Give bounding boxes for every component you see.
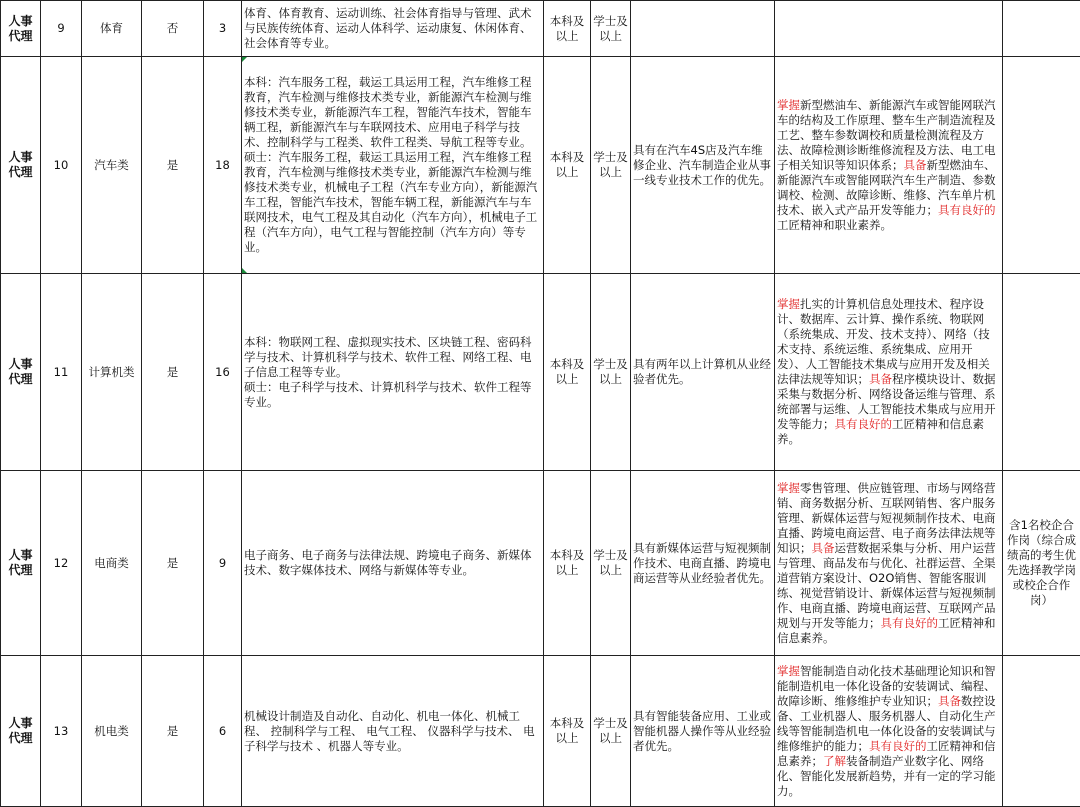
degree-cell: 学士及以上 <box>591 471 631 656</box>
ability-keyword: 具有良好的 <box>938 202 996 217</box>
position-cell: 机电类 <box>82 656 142 807</box>
education-cell: 本科及以上 <box>544 1 591 57</box>
ability-keyword: 具备 <box>903 157 927 172</box>
requirement-cell: 具有新媒体运营与短视频制作技术、电商直播、跨境电商运营等从业经验者优先。 <box>631 471 775 656</box>
note-cell <box>1003 274 1080 471</box>
count-cell: 9 <box>204 471 242 656</box>
position-cell: 汽车类 <box>82 57 142 274</box>
ability-keyword: 掌握 <box>777 97 800 112</box>
note-cell <box>1003 57 1080 274</box>
number-cell: 13 <box>41 656 82 807</box>
requirement-cell: 具有智能装备应用、工业或智能机器人操作等从业经验者优先。 <box>631 656 775 807</box>
major-cell: 本科：汽车服务工程，载运工具运用工程，汽车维修工程教育，汽车检测与维修技术类专业，新能源汽车检测与维修技术类专业，新能源汽车工程，智能汽车技术，智能车辆工程，新能源汽车与车联网技术、应用电子科学与技术、控制科学与工程类、软件工程类、导航工程等专业。 硕士：汽车服务工程，载运工具运用工程，汽车维修工程教育，汽车检测与维修技术类专业，新能源汽车检测与维修技术类专业，机械电子工程（汽车专业方向），新能源汽车工程，智能汽车技术，智能车辆工程，新能源汽车与车联网技术，电气工程及其自动化（汽车方向），机械电子工程（汽车方向），电气工程与智能控制（汽车方向）等专业。 <box>242 57 544 274</box>
ability-cell <box>775 274 1003 471</box>
category-cell: 人事代理 <box>1 57 41 274</box>
category-cell: 人事代理 <box>1 1 41 57</box>
ability-cell <box>775 57 1003 274</box>
ability-cell <box>775 1 1003 57</box>
ability-text: 工匠精神和信息素养； <box>777 738 996 768</box>
count-cell: 6 <box>204 656 242 807</box>
ability-text: 新型燃油车、新能源汽车或智能网联汽车的结构及工作原理、整车生产制造流程及工艺、整车参数调校和质量检测流程及方法、故障检测诊断维修流程及方法、电工电子相关知识等知识体系； <box>777 97 996 172</box>
category-cell: 人事代理 <box>1 274 41 471</box>
ability-keyword: 了解 <box>823 753 846 768</box>
table-row <box>1 57 1080 274</box>
ability-keyword: 具备 <box>811 540 835 555</box>
ability-keyword: 具有良好的 <box>869 738 927 753</box>
requirement-cell: 具有在汽车4S店及汽车维修企业、汽车制造企业从事一线专业技术工作的优先。 <box>631 57 775 274</box>
ability-text: 数控设备、工业机器人、服务机器人、自动化生产线等智能制造机电一体化设备的安装调试与维修维护的能力； <box>777 693 996 753</box>
ability-keyword: 掌握 <box>777 480 800 495</box>
table-row <box>1 1 1080 57</box>
note-cell <box>1003 656 1080 807</box>
requirement-cell: 具有两年以上计算机从业经验者优先。 <box>631 274 775 471</box>
ability-text: 扎实的计算机信息处理技术、程序设计、数据库、云计算、操作系统、物联网（系统集成、开发、技术支持）、网络（技术支持、系统运维、系统集成、应用开发）、人工智能技术集成与应用开发及相关法律法规等知识； <box>777 297 990 386</box>
ability-keyword: 具备 <box>938 693 961 708</box>
ability-text: 程序模块设计、数据采集与数据分析、网络设备运维与管理、系统部署与运维、人工智能技术集成与应用开发等能力； <box>777 372 996 431</box>
count-cell: 3 <box>204 1 242 57</box>
major-cell: 电子商务、电子商务与法律法规、跨境电子商务、新媒体技术、数字媒体技术、网络与新媒体等专业。 <box>242 471 544 656</box>
ability-cell <box>775 656 1003 807</box>
category-cell: 人事代理 <box>1 471 41 656</box>
note-cell <box>1003 1 1080 57</box>
number-cell: 11 <box>41 274 82 471</box>
ability-keyword: 具有良好的 <box>834 417 892 431</box>
degree-cell: 学士及以上 <box>591 656 631 807</box>
major-cell: 体育、体育教育、运动训练、社会体育指导与管理、武术与民族传统体育、运动人体科学、运动康复、休闲体育、社会体育等专业。 <box>242 1 544 57</box>
count-cell: 16 <box>204 274 242 471</box>
number-cell: 10 <box>41 57 82 274</box>
table-row <box>1 656 1080 807</box>
number-cell: 9 <box>41 1 82 57</box>
flag-cell: 是 <box>142 656 204 807</box>
ability-keyword: 掌握 <box>777 663 800 678</box>
degree-cell: 学士及以上 <box>591 1 631 57</box>
ability-text: 新型燃油车、新能源汽车或智能网联汽车生产制造、参数调校、检测、故障诊断、维修、汽车单片机技术、嵌入式产品开发等能力； <box>777 157 996 217</box>
requirement-cell <box>631 1 775 57</box>
ability-text: 工匠精神和信息素养。 <box>777 615 996 645</box>
ability-keyword: 具备 <box>869 372 892 386</box>
note-cell: 含1名校企合作岗（综合成绩高的考生优先选择教学岗或校企合作岗） <box>1003 471 1080 656</box>
ability-text: 零售管理、供应链管理、市场与网络营销、商务数据分析、互联网销售、客户服务管理、新媒体运营与短视频制作技术、电商直播、跨境电商运营、电子商务法律法规等知识； <box>777 480 996 555</box>
education-cell: 本科及以上 <box>544 656 591 807</box>
degree-cell: 学士及以上 <box>591 57 631 274</box>
position-cell: 计算机类 <box>82 274 142 471</box>
education-cell: 本科及以上 <box>544 57 591 274</box>
major-cell: 机械设计制造及自动化、自动化、机电一体化、机械工程、 控制科学与工程、 电气工程、 仪器科学与技术、 电子科学与技术 、机器人等专业。 <box>242 656 544 807</box>
degree-cell: 学士及以上 <box>591 274 631 471</box>
ability-text: 智能制造自动化技术基础理论知识和智能制造机电一体化设备的安装调试、编程、故障诊断、维修维护专业知识； <box>777 663 996 708</box>
ability-text: 运营数据采集与分析、用户运营与管理、商品发布与优化、社群运营、全渠道营销方案设计、O2O销售、智能客服训练、视觉营销设计、新媒体运营与短视频制作、电商直播、跨境电商运营、互联网产品规划与开发等能力； <box>777 540 996 630</box>
major-cell: 本科：物联网工程、虚拟现实技术、区块链工程、密码科学与技术、计算机科学与技术、软件工程、网络工程、电子信息工程等专业。 硕士：电子科学与技术、计算机科学与技术、软件工程等专业。 <box>242 274 544 471</box>
ability-text: 装备制造产业数字化、网络化、智能化发展新趋势，并有一定的学习能力。 <box>777 753 996 798</box>
count-cell: 18 <box>204 57 242 274</box>
table-row <box>1 471 1080 656</box>
ability-keyword: 具有良好的 <box>880 615 938 630</box>
flag-cell: 是 <box>142 471 204 656</box>
number-cell: 12 <box>41 471 82 656</box>
flag-cell: 是 <box>142 57 204 274</box>
education-cell: 本科及以上 <box>544 471 591 656</box>
ability-text: 工匠精神和信息素养。 <box>777 417 984 446</box>
position-cell: 体育 <box>82 1 142 57</box>
ability-keyword: 掌握 <box>777 297 800 311</box>
flag-cell: 是 <box>142 274 204 471</box>
position-cell: 电商类 <box>82 471 142 656</box>
ability-cell <box>775 471 1003 656</box>
category-cell: 人事代理 <box>1 656 41 807</box>
education-cell: 本科及以上 <box>544 274 591 471</box>
ability-text: 工匠精神和职业素养。 <box>777 217 892 232</box>
flag-cell: 否 <box>142 1 204 57</box>
table-row <box>1 274 1080 471</box>
